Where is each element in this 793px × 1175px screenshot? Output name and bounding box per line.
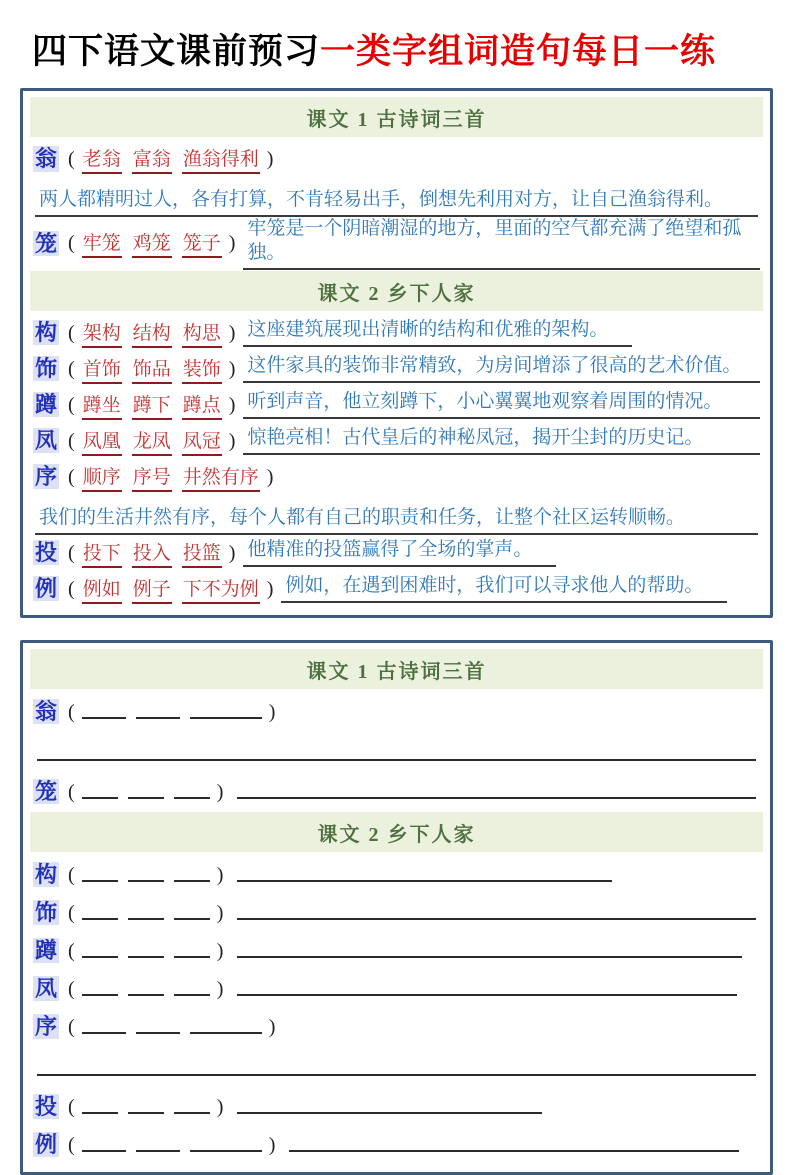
paren-open: ( bbox=[68, 541, 75, 564]
sentence-blank-line bbox=[237, 905, 756, 920]
word-blank-segment bbox=[82, 905, 118, 920]
word-blank-segment bbox=[82, 867, 118, 882]
paren-close: ) bbox=[266, 148, 274, 170]
page-title bbox=[32, 24, 773, 74]
entry-word: 笼子 bbox=[182, 228, 222, 258]
paren-close: ) bbox=[216, 901, 224, 924]
entry-sentence: 他精准的投篮赢得了全场的掌声。 bbox=[243, 538, 556, 567]
paren-open: ( bbox=[68, 577, 75, 600]
paren-open: ( bbox=[68, 780, 75, 803]
entry-char: 笼 bbox=[35, 778, 58, 804]
paren-open: ( bbox=[68, 1095, 75, 1118]
practice-entry-row bbox=[29, 693, 764, 731]
word-blank-segment bbox=[128, 1099, 164, 1114]
paren-open: ( bbox=[68, 321, 75, 344]
entry-row bbox=[29, 315, 764, 351]
paren-close: ) bbox=[216, 1095, 224, 1118]
section-header: 课文 2 乡下人家 bbox=[30, 271, 763, 311]
entry-row bbox=[29, 351, 764, 387]
word-group bbox=[66, 318, 237, 348]
sentence-blank-line bbox=[37, 1072, 756, 1076]
paren-open: ( bbox=[68, 863, 75, 886]
entry-word: 首饰 bbox=[82, 354, 122, 384]
entry-sentence: 例如，在遇到困难时，我们可以寻求他人的帮助。 bbox=[281, 574, 727, 603]
practice-entry-row bbox=[29, 773, 764, 811]
entry-word: 凤冠 bbox=[182, 426, 222, 456]
entry-char: 笼 bbox=[35, 230, 58, 256]
entry-char: 序 bbox=[35, 463, 58, 489]
word-blank-segment bbox=[174, 943, 210, 958]
entry-char: 例 bbox=[35, 1131, 58, 1157]
word-blank-segment bbox=[82, 1019, 126, 1034]
word-group bbox=[66, 390, 237, 420]
word-group bbox=[66, 462, 275, 492]
paren-close: ) bbox=[228, 232, 236, 255]
entry-char: 例 bbox=[35, 575, 58, 601]
word-group bbox=[66, 354, 237, 384]
entry-word: 蹲坐 bbox=[82, 390, 122, 420]
entry-char: 饰 bbox=[35, 355, 58, 381]
entry-sentence-row bbox=[29, 177, 764, 217]
entry-word: 例如 bbox=[82, 574, 122, 604]
page-title-sub: 一类字组词造句每日一练 bbox=[320, 32, 717, 71]
sentence-blank-row bbox=[29, 1072, 764, 1076]
paren-open: ( bbox=[68, 232, 75, 255]
paren-close: ) bbox=[228, 393, 236, 416]
entry-word: 凤凰 bbox=[82, 426, 122, 456]
word-blank-segment bbox=[136, 1019, 180, 1034]
entry-word: 序号 bbox=[132, 462, 172, 492]
entry-word: 老翁 bbox=[82, 144, 122, 174]
word-blank-segment bbox=[82, 1099, 118, 1114]
entry-word: 鸡笼 bbox=[132, 228, 172, 258]
paren-open: ( bbox=[68, 977, 75, 1000]
entry-sentence: 惊艳亮相！古代皇后的神秘凤冠，揭开尘封的历史记。 bbox=[243, 426, 760, 455]
entry-row bbox=[29, 217, 764, 270]
word-blank-segment bbox=[174, 981, 210, 996]
word-blank-segment bbox=[174, 867, 210, 882]
word-blank-segment bbox=[82, 704, 126, 719]
paren-close: ) bbox=[216, 863, 224, 886]
paren-open: ( bbox=[68, 465, 75, 488]
word-blank-segment bbox=[128, 943, 164, 958]
entry-word: 投下 bbox=[82, 538, 122, 568]
section-header: 课文 1 古诗词三首 bbox=[30, 97, 763, 137]
entry-word: 装饰 bbox=[182, 354, 222, 384]
paren-close: ) bbox=[266, 465, 274, 488]
word-blank-segment bbox=[82, 784, 118, 799]
paren-open: ( bbox=[68, 939, 75, 962]
entry-word: 架构 bbox=[82, 318, 122, 348]
entry-char: 序 bbox=[35, 1013, 58, 1039]
paren-close: ) bbox=[228, 357, 236, 380]
word-blank-segment bbox=[128, 981, 164, 996]
word-blank-segment bbox=[136, 704, 180, 719]
practice-entry-row bbox=[29, 1008, 764, 1046]
section-header: 课文 2 乡下人家 bbox=[30, 812, 763, 852]
paren-open: ( bbox=[68, 901, 75, 924]
paren-open: ( bbox=[68, 700, 75, 723]
paren-open: ( bbox=[68, 393, 75, 416]
paren-close: ) bbox=[216, 939, 224, 962]
paren-close: ) bbox=[268, 1015, 276, 1038]
word-blank-segment bbox=[128, 867, 164, 882]
sentence-blank-line bbox=[237, 784, 756, 799]
entry-word: 蹲下 bbox=[132, 390, 172, 420]
entry-word: 饰品 bbox=[132, 354, 172, 384]
entry-sentence: 牢笼是一个阴暗潮湿的地方，里面的空气都充满了绝望和孤独。 bbox=[243, 217, 760, 270]
sentence-blank-line bbox=[37, 757, 756, 761]
word-blank-segment bbox=[82, 1137, 126, 1152]
entry-sentence: 这件家具的装饰非常精致，为房间增添了很高的艺术价值。 bbox=[243, 354, 760, 383]
word-group bbox=[66, 426, 237, 456]
entry-word: 牢笼 bbox=[82, 228, 122, 258]
word-blank-segment bbox=[190, 1019, 262, 1034]
word-blank-segment bbox=[174, 905, 210, 920]
word-blank-segment bbox=[128, 905, 164, 920]
entry-sentence: 这座建筑展现出清晰的结构和优雅的架构。 bbox=[243, 318, 632, 347]
entry-char: 凤 bbox=[35, 975, 58, 1001]
word-blank-segment bbox=[174, 784, 210, 799]
word-blank-segment bbox=[190, 704, 262, 719]
entry-word: 下不为例 bbox=[182, 574, 260, 604]
spacer bbox=[29, 1046, 764, 1072]
entry-word: 蹲点 bbox=[182, 390, 222, 420]
entry-word: 龙凤 bbox=[132, 426, 172, 456]
word-group bbox=[66, 574, 275, 604]
entry-char: 翁 bbox=[35, 698, 58, 724]
practice-entry-row bbox=[29, 1126, 764, 1164]
word-blank-segment bbox=[136, 1137, 180, 1152]
practice-box bbox=[20, 640, 773, 1175]
entry-word: 投篮 bbox=[182, 538, 222, 568]
entry-row bbox=[29, 459, 764, 495]
spacer bbox=[29, 731, 764, 757]
entry-row bbox=[29, 571, 764, 607]
word-blank-segment bbox=[82, 943, 118, 958]
entry-char: 翁 bbox=[35, 146, 58, 172]
word-group bbox=[66, 538, 237, 568]
entry-char: 投 bbox=[35, 539, 58, 565]
entry-char: 蹲 bbox=[35, 937, 58, 963]
entry-word: 构思 bbox=[182, 318, 222, 348]
answer-box bbox=[20, 88, 773, 618]
entry-sentence-row bbox=[29, 495, 764, 535]
entry-word: 结构 bbox=[132, 318, 172, 348]
sentence-blank-line bbox=[237, 943, 742, 958]
sentence-blank-line bbox=[289, 1137, 739, 1152]
sentence-blank-line bbox=[237, 981, 737, 996]
entry-word: 顺序 bbox=[82, 462, 122, 492]
paren-open: ( bbox=[68, 429, 75, 452]
entry-char: 构 bbox=[35, 319, 58, 345]
entry-word: 渔翁得利 bbox=[182, 144, 260, 174]
paren-close: ) bbox=[228, 541, 236, 564]
practice-entry-row bbox=[29, 894, 764, 932]
word-group bbox=[66, 228, 237, 258]
paren-close: ) bbox=[266, 577, 274, 600]
sentence-blank-line bbox=[237, 1099, 542, 1114]
entry-row bbox=[29, 387, 764, 423]
entry-char: 构 bbox=[35, 861, 58, 887]
word-group bbox=[66, 144, 275, 174]
entry-sentence: 两人都精明过人，各有打算，不肯轻易出手，倒想先利用对方，让自己渔翁得利。 bbox=[35, 188, 758, 217]
entry-row bbox=[29, 141, 764, 177]
paren-open: ( bbox=[68, 1015, 75, 1038]
entry-char: 饰 bbox=[35, 899, 58, 925]
paren-close: ) bbox=[228, 321, 236, 344]
entry-sentence: 听到声音，他立刻蹲下，小心翼翼地观察着周围的情况。 bbox=[243, 390, 760, 419]
entry-row bbox=[29, 423, 764, 459]
practice-entry-row bbox=[29, 932, 764, 970]
entry-word: 投入 bbox=[132, 538, 172, 568]
entry-word: 富翁 bbox=[132, 144, 172, 174]
word-blank-segment bbox=[190, 1137, 262, 1152]
page-title-main: 四下语文课前预习 bbox=[32, 32, 321, 71]
entry-char: 投 bbox=[35, 1093, 58, 1119]
word-blank-segment bbox=[128, 784, 164, 799]
entry-row bbox=[29, 535, 764, 571]
entry-word: 例子 bbox=[132, 574, 172, 604]
paren-open: ( bbox=[68, 1133, 75, 1156]
entry-char: 蹲 bbox=[35, 391, 58, 417]
word-blank-segment bbox=[174, 1099, 210, 1114]
practice-entry-row bbox=[29, 856, 764, 894]
paren-open: ( bbox=[68, 148, 75, 170]
entry-word: 井然有序 bbox=[182, 462, 260, 492]
word-blank-segment bbox=[82, 981, 118, 996]
paren-close: ) bbox=[268, 1133, 276, 1156]
paren-close: ) bbox=[216, 780, 224, 803]
paren-open: ( bbox=[68, 357, 75, 380]
sentence-blank-row bbox=[29, 757, 764, 761]
section-header: 课文 1 古诗词三首 bbox=[30, 649, 763, 689]
practice-entry-row bbox=[29, 970, 764, 1008]
paren-close: ) bbox=[268, 700, 276, 723]
sentence-blank-line bbox=[237, 867, 612, 882]
practice-entry-row bbox=[29, 1088, 764, 1126]
entry-sentence: 我们的生活井然有序，每个人都有自己的职责和任务，让整个社区运转顺畅。 bbox=[35, 506, 758, 535]
entry-char: 凤 bbox=[35, 427, 58, 453]
paren-close: ) bbox=[216, 977, 224, 1000]
paren-close: ) bbox=[228, 429, 236, 452]
